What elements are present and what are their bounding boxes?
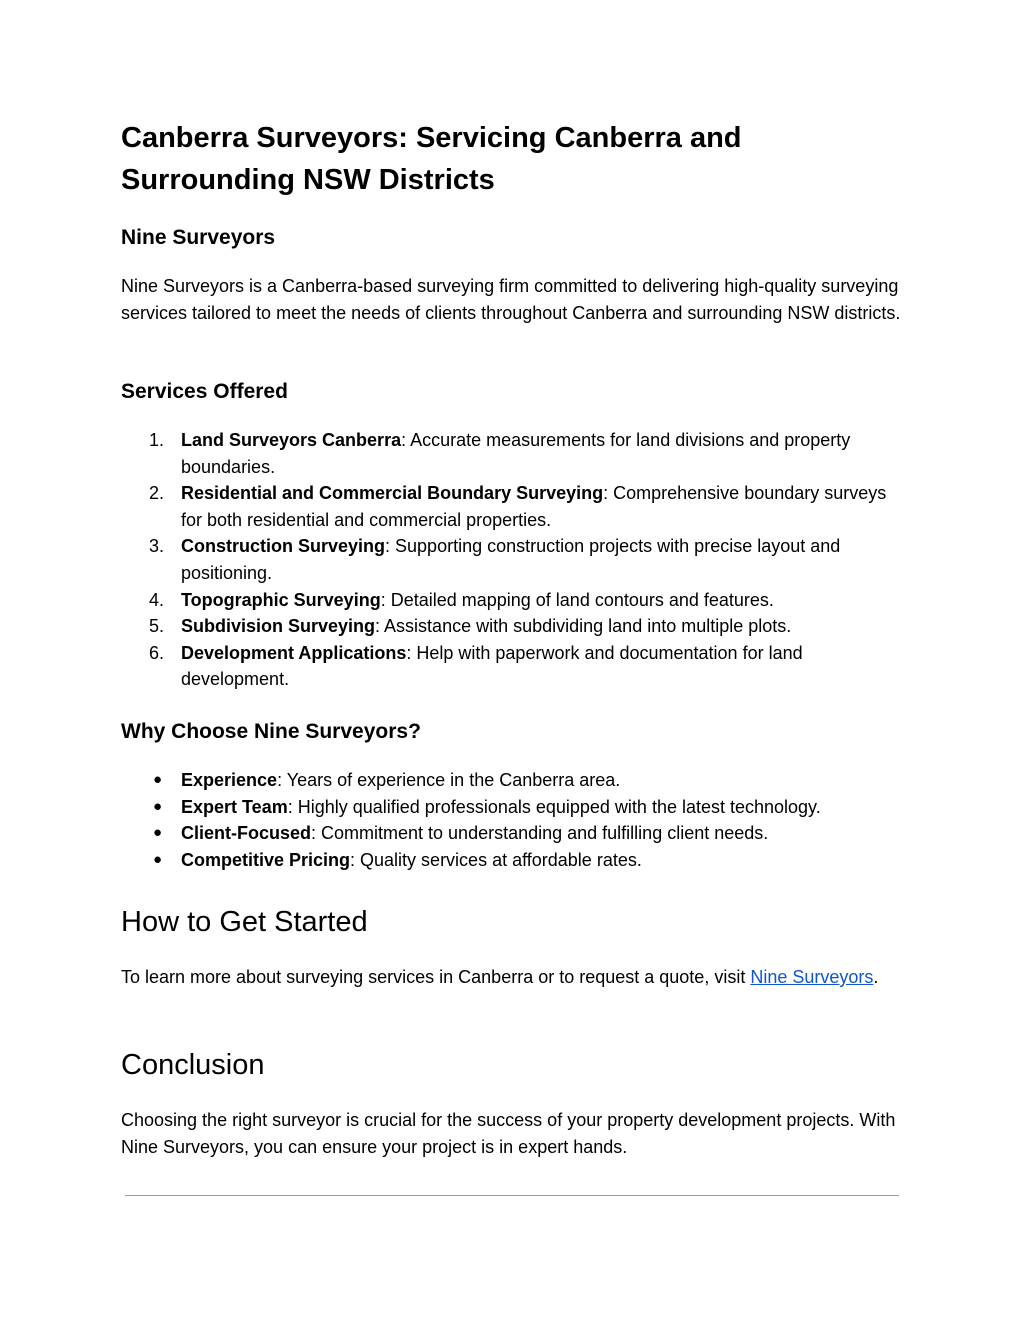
reason-desc: : Highly qualified professionals equipped with the latest technology. (287, 796, 821, 817)
bullet-icon: ● (153, 850, 163, 868)
reason-item (121, 767, 906, 794)
get-started-text-before: To learn more about surveying services in Canberra or to request a quote, visit (121, 967, 751, 987)
get-started-heading: How to Get Started (121, 906, 368, 938)
reason-term: Experience (181, 770, 278, 790)
service-item (121, 640, 906, 693)
list-number: 4. (149, 589, 165, 610)
service-term: Residential and Commercial Boundary Surveying (181, 483, 604, 504)
conclusion-text: Choosing the right surveyor is crucial for the success of your property development projects. With Nine Surveyors, you can ensure your project is in expert hands. (121, 1110, 896, 1157)
service-desc: : Detailed mapping of land contours and features. (380, 589, 774, 610)
reason-desc: : Years of experience in the Canberra area. (277, 770, 621, 790)
reasons-list (121, 767, 906, 873)
reason-desc: : Quality services at affordable rates. (350, 849, 642, 870)
service-term: Development Applications (181, 642, 407, 663)
company-intro: Nine Surveyors is a Canberra-based surveying firm committed to delivering high-quality surveying services tailored to meet the needs of clients throughout Canberra and surrounding NSW districts. (121, 276, 901, 323)
list-number: 6. (149, 642, 165, 663)
reason-item (121, 794, 906, 821)
service-term: Construction Surveying (181, 536, 386, 557)
service-item (121, 533, 906, 586)
service-item (121, 613, 906, 640)
conclusion-heading: Conclusion (121, 1049, 265, 1081)
list-number: 1. (149, 430, 165, 450)
reason-item (121, 820, 906, 847)
service-item (121, 480, 906, 533)
service-desc: : Supporting construction projects with precise layout and positioning. (181, 536, 841, 583)
list-number: 2. (149, 483, 165, 504)
service-term: Land Surveyors Canberra (181, 430, 402, 450)
list-number: 3. (149, 536, 165, 557)
service-term: Topographic Surveying (181, 589, 381, 610)
document-title: Canberra Surveyors: Servicing Canberra and Surrounding NSW Districts (121, 122, 742, 196)
nine-surveyors-link[interactable]: Nine Surveyors (750, 967, 874, 987)
bullet-icon: ● (153, 771, 163, 788)
get-started-text (121, 964, 906, 991)
services-heading: Services Offered (121, 380, 288, 403)
reason-desc: : Commitment to understanding and fulfilling client needs. (311, 823, 769, 844)
reason-item (121, 847, 906, 874)
service-term: Subdivision Surveying (181, 616, 376, 637)
bullet-icon: ● (153, 824, 163, 842)
horizontal-divider (125, 1195, 899, 1196)
reason-term: Competitive Pricing (181, 849, 351, 870)
company-heading: Nine Surveyors (121, 226, 276, 249)
service-desc: : Assistance with subdividing land into multiple plots. (375, 616, 792, 637)
get-started-text-after: . (873, 967, 879, 987)
service-desc: : Help with paperwork and documentation for land development. (181, 642, 803, 690)
service-item (121, 427, 906, 480)
service-desc: : Accurate measurements for land divisions and property boundaries. (181, 430, 851, 477)
service-item (121, 587, 906, 614)
list-number: 5. (149, 616, 165, 637)
service-desc: : Comprehensive boundary surveys for both residential and commercial properties. (181, 483, 887, 530)
reason-term: Expert Team (181, 796, 288, 817)
why-heading: Why Choose Nine Surveyors? (121, 720, 421, 743)
bullet-icon: ● (153, 797, 163, 815)
services-list (121, 427, 906, 693)
reason-term: Client-Focused (181, 823, 312, 844)
